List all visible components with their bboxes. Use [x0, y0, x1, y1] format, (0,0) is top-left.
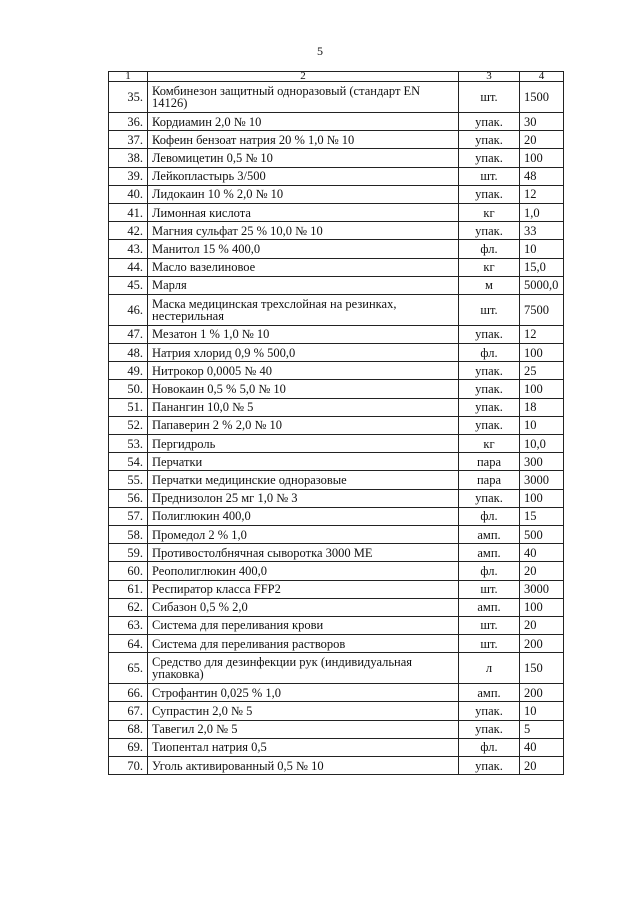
unit-of-measure: упак. — [459, 149, 520, 167]
quantity: 200 — [520, 684, 564, 702]
quantity: 3000 — [520, 471, 564, 489]
unit-of-measure: шт. — [459, 82, 520, 113]
quantity: 100 — [520, 149, 564, 167]
item-name: Реополиглюкин 400,0 — [148, 562, 459, 580]
unit-of-measure: амп. — [459, 598, 520, 616]
row-number: 58. — [109, 525, 148, 543]
item-name: Левомицетин 0,5 № 10 — [148, 149, 459, 167]
item-name: Респиратор класса FFP2 — [148, 580, 459, 598]
row-number: 59. — [109, 544, 148, 562]
quantity: 30 — [520, 113, 564, 131]
quantity: 33 — [520, 222, 564, 240]
quantity: 12 — [520, 185, 564, 203]
row-number: 57. — [109, 507, 148, 525]
table-row — [109, 702, 564, 720]
quantity: 25 — [520, 362, 564, 380]
item-name: Перчатки — [148, 453, 459, 471]
row-number: 46. — [109, 294, 148, 325]
item-name: Система для переливания растворов — [148, 635, 459, 653]
table-row — [109, 489, 564, 507]
row-number: 39. — [109, 167, 148, 185]
table-row — [109, 598, 564, 616]
item-name: Масло вазелиновое — [148, 258, 459, 276]
item-name: Нитрокор 0,0005 № 40 — [148, 362, 459, 380]
quantity: 7500 — [520, 294, 564, 325]
unit-of-measure: упак. — [459, 720, 520, 738]
row-number: 38. — [109, 149, 148, 167]
quantity: 20 — [520, 131, 564, 149]
row-number: 65. — [109, 653, 148, 684]
unit-of-measure: фл. — [459, 344, 520, 362]
row-number: 41. — [109, 203, 148, 221]
table-row — [109, 398, 564, 416]
quantity: 12 — [520, 325, 564, 343]
unit-of-measure: м — [459, 276, 520, 294]
row-number: 53. — [109, 435, 148, 453]
table-row — [109, 362, 564, 380]
quantity: 100 — [520, 344, 564, 362]
table-row — [109, 325, 564, 343]
unit-of-measure: фл. — [459, 240, 520, 258]
item-name: Марля — [148, 276, 459, 294]
row-number: 56. — [109, 489, 148, 507]
row-number: 52. — [109, 416, 148, 434]
item-name: Тиопентал натрия 0,5 — [148, 738, 459, 756]
quantity: 150 — [520, 653, 564, 684]
table-row — [109, 149, 564, 167]
unit-of-measure: упак. — [459, 702, 520, 720]
unit-of-measure: шт. — [459, 616, 520, 634]
row-number: 63. — [109, 616, 148, 634]
item-name: Магния сульфат 25 % 10,0 № 10 — [148, 222, 459, 240]
unit-of-measure: фл. — [459, 562, 520, 580]
unit-of-measure: упак. — [459, 489, 520, 507]
item-name: Маска медицинская трехслойная на резинках, нестерильная — [148, 294, 459, 325]
row-number: 48. — [109, 344, 148, 362]
unit-of-measure: амп. — [459, 544, 520, 562]
table-row — [109, 344, 564, 362]
unit-of-measure: пара — [459, 471, 520, 489]
unit-of-measure: упак. — [459, 757, 520, 775]
row-number: 66. — [109, 684, 148, 702]
unit-of-measure: кг — [459, 435, 520, 453]
row-number: 70. — [109, 757, 148, 775]
quantity: 20 — [520, 616, 564, 634]
row-number: 61. — [109, 580, 148, 598]
quantity: 20 — [520, 562, 564, 580]
table-row — [109, 185, 564, 203]
row-number: 60. — [109, 562, 148, 580]
unit-of-measure: упак. — [459, 131, 520, 149]
quantity: 18 — [520, 398, 564, 416]
unit-of-measure: пара — [459, 453, 520, 471]
quantity: 15,0 — [520, 258, 564, 276]
unit-of-measure: упак. — [459, 185, 520, 203]
item-name: Супрастин 2,0 № 5 — [148, 702, 459, 720]
unit-of-measure: упак. — [459, 113, 520, 131]
item-name: Комбинезон защитный одноразовый (стандарт EN 14126) — [148, 82, 459, 113]
column-header: 1 — [109, 72, 148, 82]
item-name: Лидокаин 10 % 2,0 № 10 — [148, 185, 459, 203]
quantity: 100 — [520, 598, 564, 616]
table-row — [109, 757, 564, 775]
row-number: 64. — [109, 635, 148, 653]
table-row — [109, 167, 564, 185]
table-row — [109, 203, 564, 221]
quantity: 1,0 — [520, 203, 564, 221]
unit-of-measure: шт. — [459, 294, 520, 325]
quantity: 300 — [520, 453, 564, 471]
table-row — [109, 653, 564, 684]
unit-of-measure: упак. — [459, 362, 520, 380]
row-number: 42. — [109, 222, 148, 240]
row-number: 49. — [109, 362, 148, 380]
table-row — [109, 131, 564, 149]
unit-of-measure: шт. — [459, 580, 520, 598]
quantity: 40 — [520, 544, 564, 562]
table-header-row — [109, 72, 564, 82]
table-row — [109, 635, 564, 653]
item-name: Папаверин 2 % 2,0 № 10 — [148, 416, 459, 434]
table-row — [109, 544, 564, 562]
unit-of-measure: фл. — [459, 738, 520, 756]
table-row — [109, 525, 564, 543]
unit-of-measure: упак. — [459, 380, 520, 398]
row-number: 36. — [109, 113, 148, 131]
row-number: 67. — [109, 702, 148, 720]
table-row — [109, 294, 564, 325]
unit-of-measure: фл. — [459, 507, 520, 525]
row-number: 62. — [109, 598, 148, 616]
quantity: 5000,0 — [520, 276, 564, 294]
table-row — [109, 453, 564, 471]
item-name: Кордиамин 2,0 № 10 — [148, 113, 459, 131]
quantity: 1500 — [520, 82, 564, 113]
item-name: Перчатки медицинские одноразовые — [148, 471, 459, 489]
table-row — [109, 113, 564, 131]
row-number: 37. — [109, 131, 148, 149]
unit-of-measure: амп. — [459, 525, 520, 543]
unit-of-measure: амп. — [459, 684, 520, 702]
row-number: 68. — [109, 720, 148, 738]
item-name: Уголь активированный 0,5 № 10 — [148, 757, 459, 775]
quantity: 10 — [520, 240, 564, 258]
quantity: 40 — [520, 738, 564, 756]
table-row — [109, 720, 564, 738]
item-name: Система для переливания крови — [148, 616, 459, 634]
table-row — [109, 82, 564, 113]
row-number: 51. — [109, 398, 148, 416]
item-name: Мезатон 1 % 1,0 № 10 — [148, 325, 459, 343]
unit-of-measure: упак. — [459, 325, 520, 343]
quantity: 5 — [520, 720, 564, 738]
item-name: Полиглюкин 400,0 — [148, 507, 459, 525]
row-number: 47. — [109, 325, 148, 343]
unit-of-measure: кг — [459, 258, 520, 276]
table-row — [109, 580, 564, 598]
quantity: 10 — [520, 416, 564, 434]
item-name: Пергидроль — [148, 435, 459, 453]
table-row — [109, 562, 564, 580]
unit-of-measure: л — [459, 653, 520, 684]
row-number: 45. — [109, 276, 148, 294]
quantity: 500 — [520, 525, 564, 543]
table-row — [109, 616, 564, 634]
table-row — [109, 684, 564, 702]
unit-of-measure: шт. — [459, 635, 520, 653]
item-name: Сибазон 0,5 % 2,0 — [148, 598, 459, 616]
page-number: 5 — [317, 44, 323, 58]
quantity: 20 — [520, 757, 564, 775]
item-name: Противостолбнячная сыворотка 3000 МЕ — [148, 544, 459, 562]
column-header: 4 — [520, 72, 564, 82]
table-row — [109, 507, 564, 525]
table-row — [109, 416, 564, 434]
quantity: 100 — [520, 380, 564, 398]
item-name: Новокаин 0,5 % 5,0 № 10 — [148, 380, 459, 398]
quantity: 100 — [520, 489, 564, 507]
row-number: 40. — [109, 185, 148, 203]
supplies-table — [108, 71, 564, 775]
unit-of-measure: упак. — [459, 222, 520, 240]
table-row — [109, 276, 564, 294]
quantity: 48 — [520, 167, 564, 185]
row-number: 35. — [109, 82, 148, 113]
table-row — [109, 738, 564, 756]
unit-of-measure: упак. — [459, 416, 520, 434]
quantity: 10 — [520, 702, 564, 720]
unit-of-measure: кг — [459, 203, 520, 221]
row-number: 43. — [109, 240, 148, 258]
quantity: 200 — [520, 635, 564, 653]
column-header: 3 — [459, 72, 520, 82]
item-name: Лейкопластырь 3/500 — [148, 167, 459, 185]
row-number: 44. — [109, 258, 148, 276]
row-number: 54. — [109, 453, 148, 471]
table-row — [109, 435, 564, 453]
quantity: 15 — [520, 507, 564, 525]
item-name: Тавегил 2,0 № 5 — [148, 720, 459, 738]
row-number: 50. — [109, 380, 148, 398]
table-row — [109, 240, 564, 258]
row-number: 69. — [109, 738, 148, 756]
unit-of-measure: упак. — [459, 398, 520, 416]
table-row — [109, 380, 564, 398]
item-name: Промедол 2 % 1,0 — [148, 525, 459, 543]
table-row — [109, 258, 564, 276]
column-header: 2 — [148, 72, 459, 82]
unit-of-measure: шт. — [459, 167, 520, 185]
table-row — [109, 471, 564, 489]
quantity: 10,0 — [520, 435, 564, 453]
item-name: Преднизолон 25 мг 1,0 № 3 — [148, 489, 459, 507]
item-name: Панангин 10,0 № 5 — [148, 398, 459, 416]
item-name: Лимонная кислота — [148, 203, 459, 221]
item-name: Кофеин бензоат натрия 20 % 1,0 № 10 — [148, 131, 459, 149]
item-name: Натрия хлорид 0,9 % 500,0 — [148, 344, 459, 362]
quantity: 3000 — [520, 580, 564, 598]
item-name: Строфантин 0,025 % 1,0 — [148, 684, 459, 702]
item-name: Средство для дезинфекции рук (индивидуальная упаковка) — [148, 653, 459, 684]
table-row — [109, 222, 564, 240]
item-name: Манитол 15 % 400,0 — [148, 240, 459, 258]
row-number: 55. — [109, 471, 148, 489]
